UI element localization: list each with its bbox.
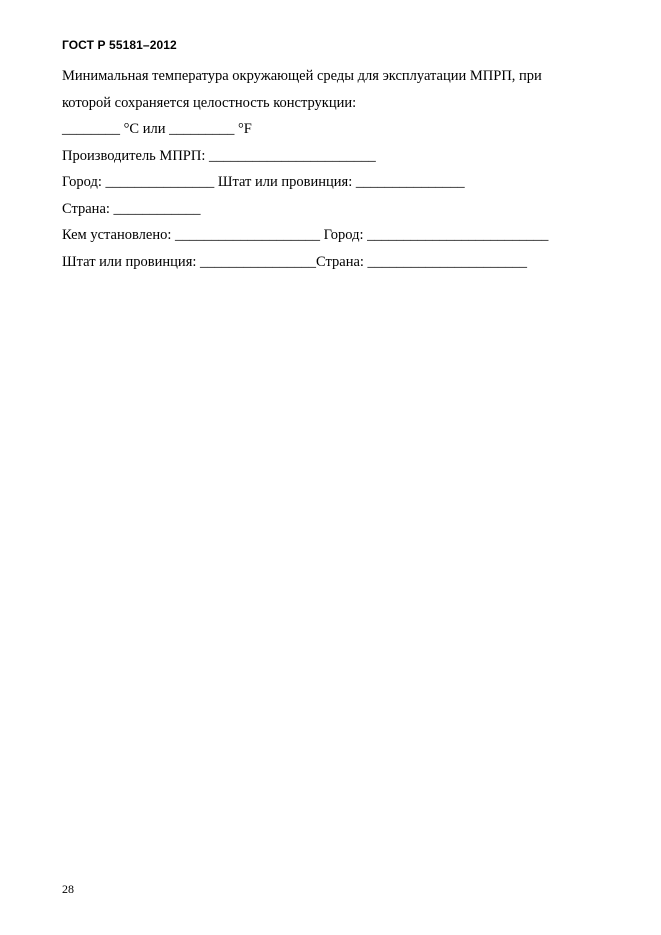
city-label: Город: (62, 174, 106, 190)
celsius-unit: °C или (120, 121, 170, 137)
country-label: Страна: (62, 200, 114, 217)
installed-by-label: Кем установлено: (62, 227, 175, 243)
location-line-2 (62, 249, 602, 276)
installer-city-blank[interactable]: _________________________ (367, 227, 549, 243)
installed-by-blank[interactable]: ____________________ (175, 227, 320, 243)
state-label: Штат или провинция: (214, 174, 356, 190)
state-blank[interactable]: _______________ (355, 174, 465, 190)
min-temp-text-line2: которой сохраняется целостность конструкции: (62, 94, 357, 111)
installer-state-blank[interactable]: ________________ (200, 253, 317, 270)
form-body (62, 63, 602, 275)
manufacturer-label: Производитель МПРП: (62, 147, 209, 164)
installer-city-label: Город: (320, 227, 368, 243)
country-blank[interactable]: ____________ (113, 200, 201, 217)
fahrenheit-blank[interactable]: _________ (169, 121, 235, 137)
document-header: ГОСТ Р 55181–2012 (62, 38, 177, 52)
page-number: 28 (62, 882, 74, 896)
fahrenheit-unit: °F (234, 121, 252, 137)
celsius-blank[interactable]: ________ (62, 121, 120, 137)
city-blank[interactable]: _______________ (105, 174, 215, 190)
min-temp-text-line1: Минимальная температура окружающей среды для эксплуатации МПРП, при (62, 68, 542, 84)
location-line-1 (62, 169, 602, 196)
installed-by-line (62, 222, 602, 249)
temperature-line (62, 116, 602, 143)
manufacturer-line (62, 143, 602, 170)
manufacturer-blank[interactable]: _______________________ (208, 147, 376, 164)
installer-state-label: Штат или провинция: (62, 253, 201, 270)
installer-country-blank[interactable]: ______________________ (367, 253, 528, 270)
country-line-1 (62, 196, 602, 223)
installer-country-label: Страна: (316, 253, 368, 270)
